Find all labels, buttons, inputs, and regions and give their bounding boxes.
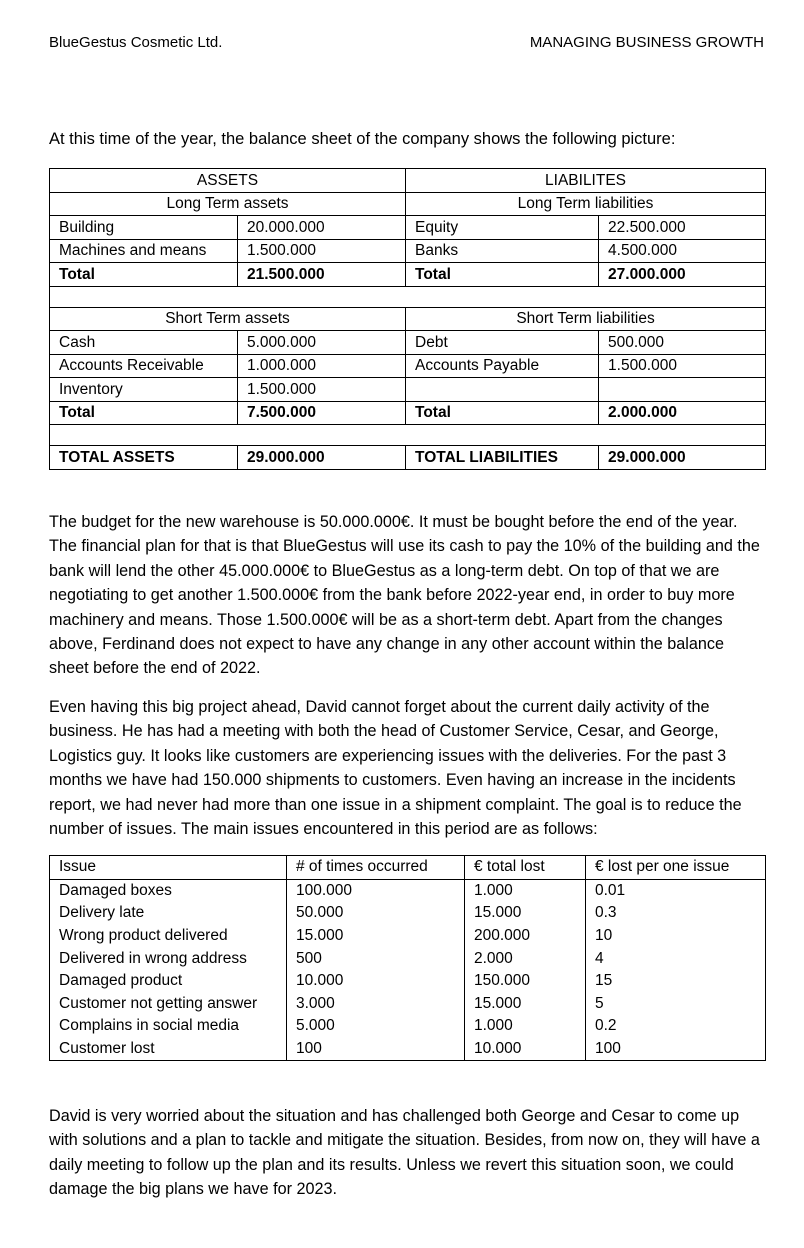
balance-sheet-table (49, 168, 766, 470)
spacer-row (50, 286, 766, 307)
asset-name: Cash (50, 331, 238, 355)
table-row (50, 970, 766, 993)
liability-name: Banks (406, 239, 599, 263)
times-occurred: 100.000 (287, 879, 465, 902)
asset-total-value: 21.500.000 (238, 263, 406, 287)
times-occurred: 10.000 (287, 970, 465, 993)
issue-name: Customer lost (50, 1038, 287, 1061)
table-row (50, 354, 766, 378)
lost-per-issue: 0.01 (586, 879, 766, 902)
asset-value: 1.000.000 (238, 354, 406, 378)
liability-value: 22.500.000 (599, 216, 766, 240)
liability-name: Accounts Payable (406, 354, 599, 378)
liability-name: Debt (406, 331, 599, 355)
paragraph-budget: The budget for the new warehouse is 50.000.000€. It must be bought before the end of the year. The financial plan for that is that BlueGestus will use its cash to pay the 10% of the building and the bank will lend the other 45.000.000€ to BlueGestus as a long-term debt. On top of that we are negotiating to get another 1.500.000€ from the bank before 2022-year end, in order to buy more machinery and means. Those 1.500.000€ will be as a short-term debt. Apart from the changes above, Ferdinand does not expect to have any change in any other account within the balance sheet before the end of 2022. (49, 513, 760, 678)
lost-per-issue: 0.3 (586, 902, 766, 925)
issue-name: Complains in social media (50, 1015, 287, 1038)
issue-name: Delivered in wrong address (50, 947, 287, 970)
asset-name: Building (50, 216, 238, 240)
liability-value: 500.000 (599, 331, 766, 355)
liabilities-header: LIABILITES (406, 169, 766, 193)
intro-text: At this time of the year, the balance sheet of the company shows the following picture: (49, 130, 676, 148)
table-row (50, 1015, 766, 1038)
table-row (50, 879, 766, 902)
table-row (50, 902, 766, 925)
table-header-row (50, 856, 766, 880)
table-row-total (50, 401, 766, 425)
times-occurred: 15.000 (287, 925, 465, 948)
table-row (50, 239, 766, 263)
times-occurred: 500 (287, 947, 465, 970)
total-assets-value: 29.000.000 (238, 446, 406, 470)
times-occurred: 50.000 (287, 902, 465, 925)
table-row-total (50, 263, 766, 287)
times-occurred: 3.000 (287, 993, 465, 1016)
issues-table (49, 855, 766, 1061)
lost-per-issue: 0.2 (586, 1015, 766, 1038)
liability-value: 4.500.000 (599, 239, 766, 263)
issue-name: Damaged product (50, 970, 287, 993)
asset-total-value: 7.500.000 (238, 401, 406, 425)
paragraph-daily-activity: Even having this big project ahead, David cannot forget about the current daily activity of the business. He has had a meeting with both the head of Customer Service, Cesar, and George, Logistics guy. It looks like customers are experiencing issues with the deliveries. For the past 3 months we have had 150.000 shipments to customers. Even having an increase in the incidents report, we had never had more than one issue in a shipment complaint. The goal is to reduce the number of issues. The main issues encountered in this period are as follows: (49, 698, 742, 839)
table-row-grand-total (50, 446, 766, 470)
asset-name: Inventory (50, 378, 238, 402)
liability-value: 1.500.000 (599, 354, 766, 378)
lost-per-issue: 4 (586, 947, 766, 970)
long-term-assets-label: Long Term assets (50, 192, 406, 216)
asset-total-label: Total (50, 263, 238, 287)
total-lost: 1.000 (465, 1015, 586, 1038)
column-header: € total lost (465, 856, 586, 880)
liability-total-label: Total (406, 263, 599, 287)
total-lost: 200.000 (465, 925, 586, 948)
total-liabilities-value: 29.000.000 (599, 446, 766, 470)
asset-total-label: Total (50, 401, 238, 425)
asset-value: 1.500.000 (238, 378, 406, 402)
asset-value: 20.000.000 (238, 216, 406, 240)
short-term-assets-label: Short Term assets (50, 307, 406, 331)
lost-per-issue: 5 (586, 993, 766, 1016)
total-assets-label: TOTAL ASSETS (50, 446, 238, 470)
issue-name: Damaged boxes (50, 879, 287, 902)
asset-value: 5.000.000 (238, 331, 406, 355)
issue-name: Wrong product delivered (50, 925, 287, 948)
total-lost: 150.000 (465, 970, 586, 993)
company-name: BlueGestus Cosmetic Ltd. (49, 34, 223, 51)
asset-value: 1.500.000 (238, 239, 406, 263)
table-row (50, 947, 766, 970)
lost-per-issue: 10 (586, 925, 766, 948)
issue-name: Customer not getting answer (50, 993, 287, 1016)
liability-name (406, 378, 599, 402)
short-term-liabilities-label: Short Term liabilities (406, 307, 766, 331)
liability-total-value: 2.000.000 (599, 401, 766, 425)
total-lost: 10.000 (465, 1038, 586, 1061)
liability-value (599, 378, 766, 402)
asset-name: Accounts Receivable (50, 354, 238, 378)
paragraph-conclusion: David is very worried about the situation and has challenged both George and Cesar to come up with solutions and a plan to tackle and mitigate the situation. Besides, from now on, they will have a daily meeting to follow up the plan and its results. Unless we revert this situation soon, we could damage the big plans we have for 2023. (49, 1107, 760, 1199)
total-lost: 2.000 (465, 947, 586, 970)
table-row (50, 1038, 766, 1061)
lost-per-issue: 100 (586, 1038, 766, 1061)
asset-name: Machines and means (50, 239, 238, 263)
table-row (50, 925, 766, 948)
liability-total-label: Total (406, 401, 599, 425)
lost-per-issue: 15 (586, 970, 766, 993)
total-lost: 1.000 (465, 879, 586, 902)
times-occurred: 100 (287, 1038, 465, 1061)
long-term-liabilities-label: Long Term liabilities (406, 192, 766, 216)
column-header: € lost per one issue (586, 856, 766, 880)
liability-total-value: 27.000.000 (599, 263, 766, 287)
times-occurred: 5.000 (287, 1015, 465, 1038)
column-header: # of times occurred (287, 856, 465, 880)
total-lost: 15.000 (465, 902, 586, 925)
section-title: MANAGING BUSINESS GROWTH (529, 34, 764, 51)
total-liabilities-label: TOTAL LIABILITIES (406, 446, 599, 470)
liability-name: Equity (406, 216, 599, 240)
column-header: Issue (50, 856, 287, 880)
assets-header: ASSETS (50, 169, 406, 193)
table-row (50, 216, 766, 240)
table-row (50, 378, 766, 402)
total-lost: 15.000 (465, 993, 586, 1016)
spacer-row (50, 425, 766, 446)
issue-name: Delivery late (50, 902, 287, 925)
table-row (50, 993, 766, 1016)
table-row (50, 331, 766, 355)
